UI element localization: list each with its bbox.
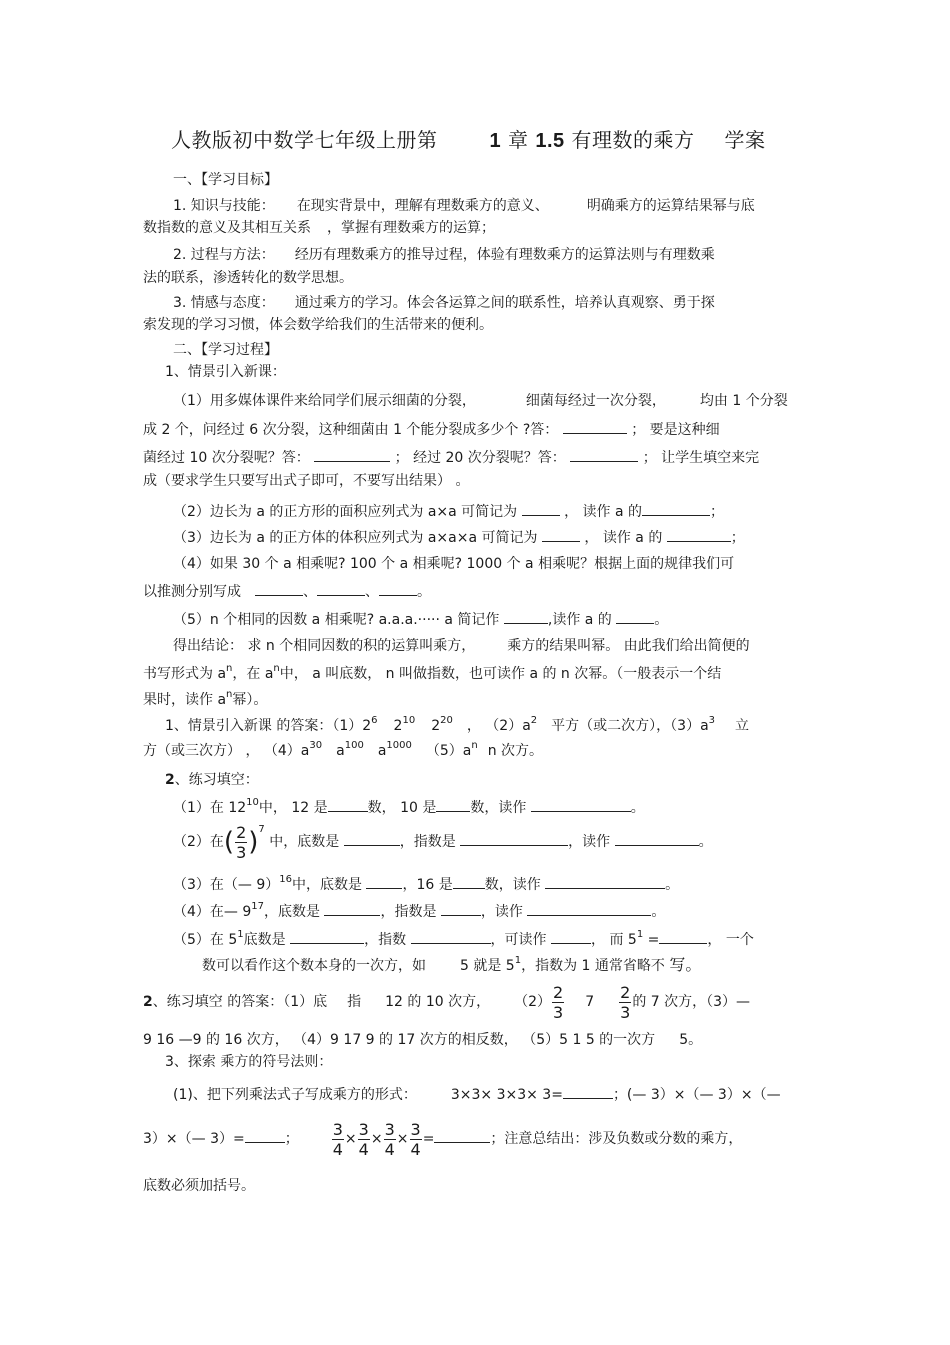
answer-blank[interactable] xyxy=(667,526,731,542)
q5-line: （5）n 个相同的因数 a 相乘呢? a.a.a.····· a 简记作 ,读作 a 的 。 xyxy=(173,608,668,630)
fraction-two-thirds: $\frac{2}{3}$ xyxy=(236,822,247,862)
objective-1-line-1: 1. 知识与技能： 在现实背景中，理解有理数乘方的意义、 明确乘方的运算结果幂与底 xyxy=(173,198,755,214)
objectives-heading: 一、【学习目标】 xyxy=(173,172,278,188)
answer-blank[interactable] xyxy=(324,900,380,916)
answer-blank[interactable] xyxy=(255,580,303,596)
explore-1-line-3: 底数必须加括号。 xyxy=(143,1178,255,1194)
answer-blank[interactable] xyxy=(434,1127,490,1143)
answer-blank[interactable] xyxy=(411,928,491,944)
answer-blank[interactable] xyxy=(453,873,485,889)
answer-blank[interactable] xyxy=(441,900,481,916)
answer-blank[interactable] xyxy=(563,1083,613,1099)
answer-blank[interactable] xyxy=(563,418,627,434)
q1-line-1: （1）用多媒体课件来给同学们展示细菌的分裂， 细菌每经过一次分裂， 均由 1 个分裂 xyxy=(173,393,788,409)
fraction-two-thirds: $\frac{2}{3}$ xyxy=(620,982,631,1022)
answer-blank[interactable] xyxy=(504,608,548,624)
q2-line: （2）边长为 a 的正方形的面积应列式为 a×a 可简记为 ， 读作 a 的 ； xyxy=(173,500,724,522)
answer-blank[interactable] xyxy=(290,928,364,944)
answer-blank[interactable] xyxy=(366,873,402,889)
process-heading: 二、【学习过程】 xyxy=(173,342,278,358)
answer-blank[interactable] xyxy=(328,796,368,812)
answer-blank[interactable] xyxy=(545,873,665,889)
answer-blank[interactable] xyxy=(551,928,591,944)
fraction-two-thirds: $\frac{2}{3}$ xyxy=(553,982,564,1022)
fraction-three-quarters: $\frac{3}{4}$ xyxy=(358,1119,369,1159)
fraction-three-quarters: $\frac{3}{4}$ xyxy=(384,1119,395,1159)
answer-blank[interactable] xyxy=(314,446,390,462)
answer-blank[interactable] xyxy=(542,526,580,542)
q1-line-2: 成 2 个，问经过 6 次分裂，这种细菌由 1 个能分裂成多少个 ?答： ； 要是这种细 xyxy=(143,418,720,440)
intro-heading: 1、情景引入新课： xyxy=(165,364,286,380)
answer-blank[interactable] xyxy=(460,830,568,846)
practice-answer-line-1: 2、练习填空 的答案：（1）底 指 12 的 10 次方， （2） $\frac{2}{3}$ 7 $\frac{2}{3}$ 的 7 次方，（3）— xyxy=(143,982,751,1022)
practice-2: （2）在( $\frac{2}{3}$ )$^7$ 中，底数是 ，指数是 ，读作 。 xyxy=(173,822,713,862)
practice-4: （4）在— $9^{17}$，底数是 ，指数是 ，读作 。 xyxy=(173,901,666,920)
answer-blank[interactable] xyxy=(245,1127,285,1143)
answer-blank[interactable] xyxy=(522,500,560,516)
objective-3-line-2: 索发现的学习习惯，体会数学给我们的生活带来的便利。 xyxy=(143,317,493,333)
conclusion-line-3: 果时，读作 $a^n$幂）。 xyxy=(143,689,268,708)
practice-5-line-2: 数可以看作这个数本身的一次方，如 5 就是 $5^1$，指数为 1 通常省略不 写。 xyxy=(202,955,702,974)
practice-answer-line-2: 9 16 —9 的 16 次方， （4）9 17 9 的 17 次方的相反数， （5）5 1 5 的一次方 5。 xyxy=(143,1032,703,1048)
objective-2-line-2: 法的联系，渗透转化的数学思想。 xyxy=(143,270,353,286)
document-title: 人教版初中数学七年级上册第 1 章 1.5 有理数的乘方 学案 xyxy=(171,128,766,152)
explore-heading: 3、探索 乘方的符号法则： xyxy=(165,1054,333,1070)
objective-2-line-1: 2. 过程与方法： 经历有理数乘方的推导过程，体验有理数乘方的运算法则与有理数乘 xyxy=(173,247,715,263)
answer-blank[interactable] xyxy=(642,500,710,516)
answer-blank[interactable] xyxy=(379,580,417,596)
q3-line: （3）边长为 a 的正方体的体积应列式为 a×a×a 可简记为 ， 读作 a 的 ； xyxy=(173,526,745,548)
answer-blank[interactable] xyxy=(615,830,699,846)
practice-3: （3）在（— 9）$^{16}$中，底数是 ，16 是 数，读作 。 xyxy=(173,874,680,893)
objective-1-line-2: 数指数的意义及其相互关系 ，掌握有理数乘方的运算； xyxy=(143,220,495,236)
fraction-three-quarters: $\frac{3}{4}$ xyxy=(332,1119,343,1159)
answer-blank[interactable] xyxy=(436,796,470,812)
explore-1-line-1: (1)、把下列乘法式子写成乘方的形式： 3×3× 3×3× 3= ；(— 3）×（— 3）×（— xyxy=(173,1083,781,1105)
answer-blank[interactable] xyxy=(616,608,654,624)
practice-heading: 2、练习填空： xyxy=(165,772,259,788)
answer-blank[interactable] xyxy=(531,796,631,812)
answer-blank[interactable] xyxy=(570,446,638,462)
answer-blank[interactable] xyxy=(527,900,651,916)
q4-line-1: （4）如果 30 个 a 相乘呢? 100 个 a 相乘呢? 1000 个 a 相乘呢？根据上面的规律我们可 xyxy=(173,556,735,572)
q4-line-2: 以推测分别写成 、 、 。 xyxy=(143,580,431,602)
conclusion-line-1: 得出结论： 求 n 个相同因数的积的运算叫乘方， 乘方的结果叫幂。 由此我们给出简便的 xyxy=(173,638,750,654)
fraction-three-quarters: $\frac{3}{4}$ xyxy=(410,1119,421,1159)
q1-line-4: 成（要求学生只要写出式子即可，不要写出结果） 。 xyxy=(143,473,470,489)
intro-answer-line-2: 方（或三次方） ， $(4)a^{30}$ $a^{100}$ $a^{1000}$ $(5)a^n$ n 次方。 xyxy=(143,740,544,759)
objective-3-line-1: 3. 情感与态度： 通过乘方的学习。体会各运算之间的联系性，培养认真观察、勇于探 xyxy=(173,295,715,311)
answer-blank[interactable] xyxy=(659,928,707,944)
q1-line-3: 菌经过 10 次分裂呢？答： ； 经过 20 次分裂呢？答： ； 让学生填空来完 xyxy=(143,446,759,468)
explore-1-line-2: 3）×（— 3）= ； $\frac{3}{4}$ × $\frac{3}{4}$ × $\frac{3}{4}$ × $\frac{3}{4}$ = ；注意总结出：涉及负数或分数的乘方， xyxy=(143,1119,743,1159)
answer-blank[interactable] xyxy=(317,580,365,596)
practice-5-line-1: （5）在 $5^1$底数是 ，指数 ，可读作 ， 而 $5^1$ = ， 一个 xyxy=(173,929,754,948)
practice-1: （1）在 $12^{10}$中， 12 是 数， 10 是 数，读作 。 xyxy=(173,797,645,816)
conclusion-line-2: 书写形式为 $a^n$，在 $a^n$中， a 叫底数， n 叫做指数，也可读作 a 的 n 次幂。（一般表示一个结 xyxy=(143,663,722,682)
answer-blank[interactable] xyxy=(344,830,400,846)
intro-answer-line-1: 1、情景引入新课 的答案：$(1)2^6$ $2^{10}$ $2^{20}$ ， $(2)a^2$ 平方（或二次方），$(3)a^3$ 立 xyxy=(165,715,750,734)
